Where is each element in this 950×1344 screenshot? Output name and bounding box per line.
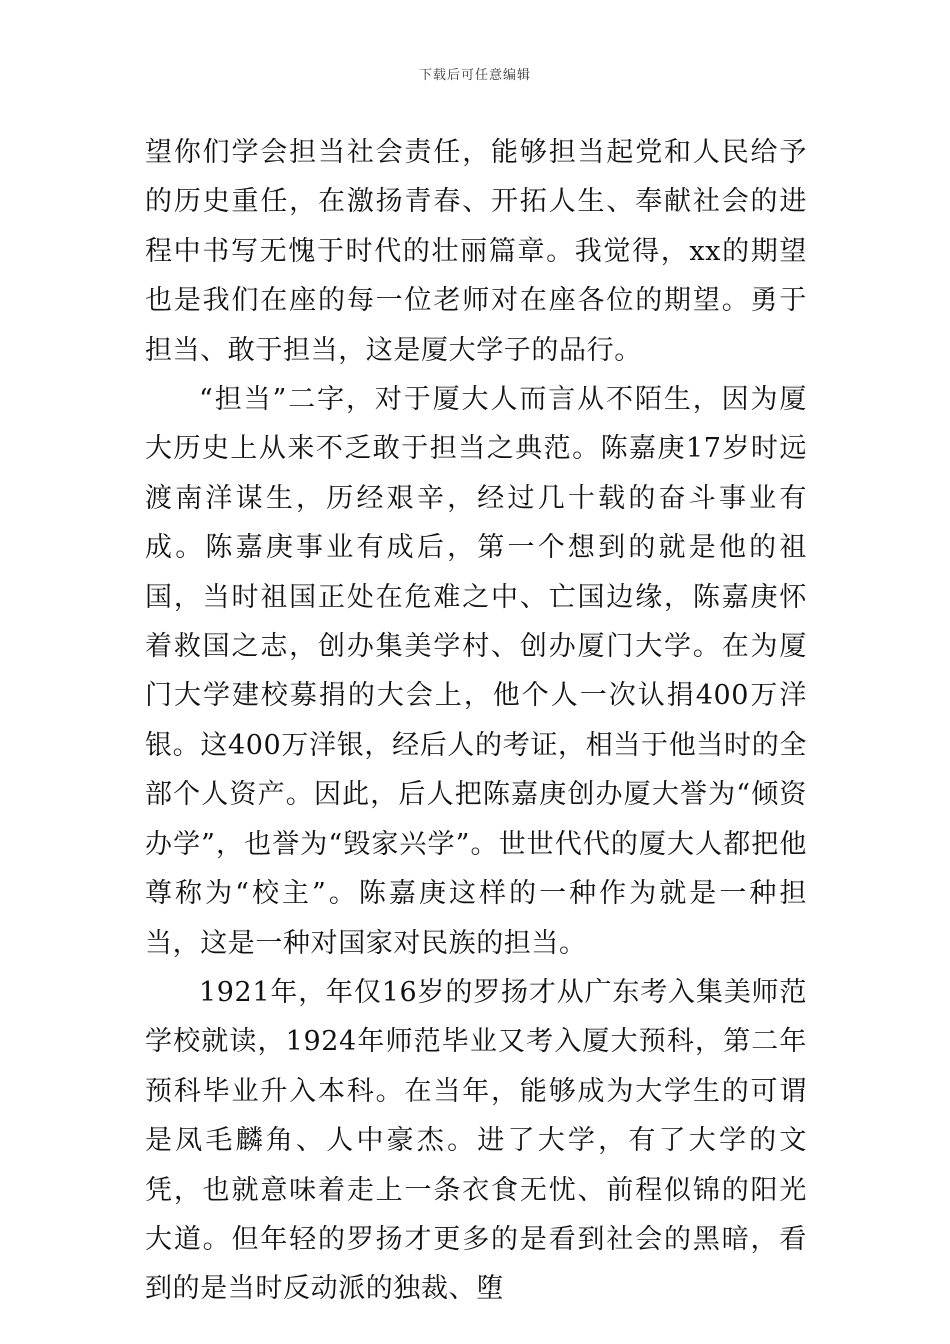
paragraph-chen-jiageng: “担当”二字，对于厦大人而言从不陌生，因为厦大历史上从来不乏敢于担当之典范。陈嘉庚17岁时远渡南洋谋生，历经艰辛，经过几十载的奋斗事业有成。陈嘉庚事业有成后，第一个想到的就是他的祖国，当时祖国正处在危难之中、亡国边缘，陈嘉庚怀着救国之志，创办集美学村、创办厦门大学。在为厦门大学建校募捐的大会上，他个人一次认捐400万洋银。这400万洋银，经后人的考证，相当于他当时的全部个人资产。因此，后人把陈嘉庚创办厦大誉为“倾资办学”，也誉为“毁家兴学”。世世代代的厦大人都把他尊称为“校主”。陈嘉庚这样的一种作为就是一种担当，这是一种对国家对民族的担当。 xyxy=(145,384,807,959)
paragraph-luo-yangcai: 1921年，年仅16岁的罗扬才从广东考入集美师范学校就读，1924年师范毕业又考入厦大预科，第二年预科毕业升入本科。在当年，能够成为大学生的可谓是凤毛麟角、人中豪杰。进了大学，有了大学的文凭，也就意味着走上一条衣食无忧、前程似锦的阳光大道。但年轻的罗扬才更多的是看到社会的黑暗，看到的是当时反动派的独裁、堕 xyxy=(145,976,807,1305)
page-header-note: 下载后可任意编辑 xyxy=(418,68,531,83)
document-body xyxy=(145,128,807,1314)
paragraph-continuation: 望你们学会担当社会责任，能够担当起党和人民给予的历史重任，在激扬青春、开拓人生、奉献社会的进程中书写无愧于时代的壮丽篇章。我觉得，xx的期望也是我们在座的每一位老师对在座各位的期望。勇于担当、敢于担当，这是厦大学子的品行。 xyxy=(145,137,807,366)
